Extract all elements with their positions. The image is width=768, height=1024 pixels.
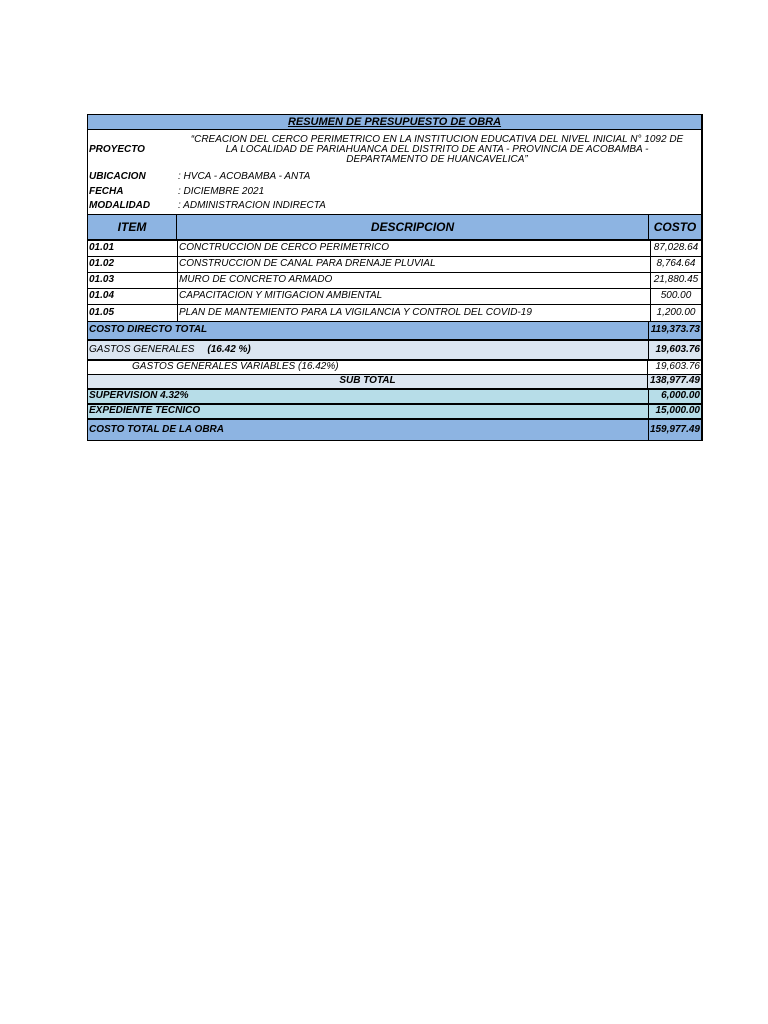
table-row — [88, 305, 701, 321]
budget-summary-sheet — [87, 114, 703, 441]
header-item: ITEM — [117, 219, 147, 234]
total-cost-label: COSTO TOTAL DE LA OBRA — [89, 423, 225, 435]
row-cost: 500.00 — [650, 289, 701, 304]
direct-cost-value: 119,373.73 — [648, 322, 701, 339]
supervision-label: SUPERVISION 4.32% — [89, 390, 189, 401]
row-description: PLAN DE MANTEMIENTO PARA LA VIGILANCIA Y CONTROL DEL COVID-19 — [177, 305, 650, 321]
direct-cost-label: COSTO DIRECTO TOTAL — [89, 324, 208, 335]
direct-cost-row — [88, 321, 701, 341]
general-expenses-label-cell — [88, 341, 648, 359]
variable-expenses-label: GASTOS GENERALES VARIABLES (16.42%) — [132, 361, 339, 372]
row-description: MURO DE CONCRETO ARMADO — [177, 273, 650, 288]
row-description: CAPACITACION Y MITIGACION AMBIENTAL — [177, 289, 650, 304]
general-expenses-value: 19,603.76 — [648, 341, 701, 359]
row-item-code: 01.04 — [89, 290, 115, 301]
technical-file-label: EXPEDIENTE TECNICO — [89, 405, 201, 416]
table-row — [88, 257, 701, 273]
supervision-row — [88, 390, 701, 405]
header-cost: COSTO — [648, 215, 701, 239]
row-cost: 21,880.45 — [650, 273, 701, 288]
modality-row — [88, 199, 701, 214]
supervision-value: 6,000.00 — [648, 390, 701, 403]
location-value: : HVCA - ACOBAMBA - ANTA — [178, 171, 311, 183]
row-description: CONCTRUCCION DE CERCO PERIMETRICO — [177, 241, 650, 256]
location-row — [88, 170, 701, 185]
subtotal-value: 138,977.49 — [647, 375, 701, 388]
table-row — [88, 273, 701, 289]
technical-file-row — [88, 405, 701, 420]
table-row — [88, 289, 701, 305]
row-description: CONSTRUCCION DE CANAL PARA DRENAJE PLUVIAL — [177, 257, 650, 272]
row-item-code: 01.01 — [89, 242, 115, 253]
general-expenses-pct: (16.42 %) — [207, 343, 251, 355]
general-expenses-label: GASTOS GENERALES — [89, 343, 195, 355]
variable-expenses-value: 19,603.76 — [647, 361, 701, 374]
total-cost-value: 159,977.49 — [648, 420, 701, 440]
date-row — [88, 185, 701, 200]
row-item-code: 01.02 — [89, 258, 115, 269]
row-item-code: 01.05 — [89, 306, 115, 318]
modality-value: : ADMINISTRACION INDIRECTA — [178, 200, 326, 212]
project-row — [88, 130, 701, 170]
row-cost: 1,200.00 — [650, 305, 701, 321]
row-item-code: 01.03 — [89, 274, 115, 285]
header-description: DESCRIPCION — [176, 215, 648, 239]
project-value: “CREACION DEL CERCO PERIMETRICO EN LA INSTITUCION EDUCATIVA DEL NIVEL INICIAL N° 1092 DE LA LOCALIDAD DE PARIAHUANCA DEL DISTRITO DE ANTA - PROVINCIA DE ACOBAMBA - DEPARTAMENTO DE HUANCAVELICA” — [190, 134, 684, 165]
date-value: : DICIEMBRE 2021 — [178, 185, 265, 197]
table-header — [88, 214, 701, 241]
subtotal-label: SUB TOTAL — [339, 375, 396, 386]
project-label: PROYECTO — [89, 144, 145, 155]
location-label: UBICACION — [89, 171, 146, 183]
total-cost-row — [88, 420, 701, 440]
table-row — [88, 241, 701, 257]
general-expenses-row — [88, 341, 701, 361]
subtotal-row — [88, 375, 701, 390]
sheet-title: RESUMEN DE PRESUPUESTO DE OBRA — [88, 115, 701, 130]
modality-label: MODALIDAD — [89, 200, 151, 212]
row-cost: 8,764.64 — [650, 257, 701, 272]
date-label: FECHA — [89, 185, 124, 197]
technical-file-value: 15,000.00 — [648, 405, 701, 418]
variable-expenses-row — [88, 361, 701, 375]
row-cost: 87,028.64 — [650, 241, 701, 256]
